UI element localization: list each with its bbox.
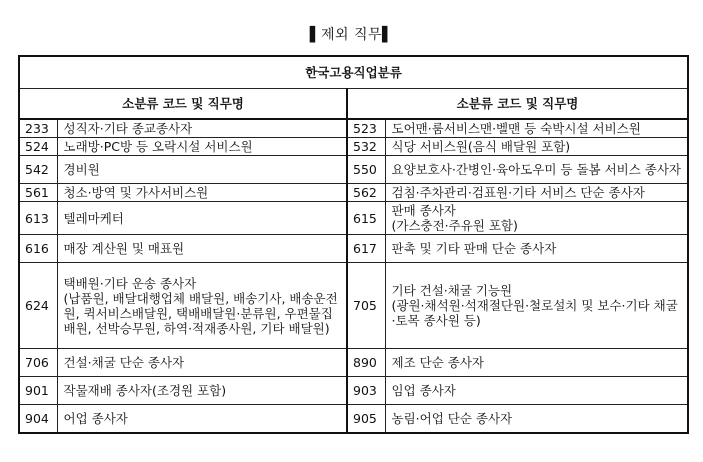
right-code-cell: 532 <box>347 138 385 156</box>
table-main-header-row <box>19 56 688 89</box>
right-code-cell: 705 <box>347 263 385 349</box>
left-code-cell: 706 <box>19 349 57 377</box>
right-code-cell: 890 <box>347 349 385 377</box>
table-row <box>19 405 688 433</box>
left-name-cell: 텔레마케터 <box>57 202 347 235</box>
right-code-cell: 523 <box>347 119 385 138</box>
table-sub-header-row <box>19 89 688 120</box>
left-code-cell: 524 <box>19 138 57 156</box>
right-code-cell: 615 <box>347 202 385 235</box>
left-name-cell: 어업 종사자 <box>57 405 347 433</box>
right-code-cell: 617 <box>347 235 385 263</box>
page-title: ▌제외 직무▌ <box>309 27 394 43</box>
left-code-cell: 904 <box>19 405 57 433</box>
left-name-cell: 청소·방역 및 가사서비스원 <box>57 184 347 202</box>
left-name-cell: 택배원·기타 운송 종사자 (납품원, 배달대행업체 배달원, 배송기사, 배송운전원, 퀵서비스배달원, 택배배달원·분류원, 우편물집배원, 선박승무원, 하역·적재종사원, 기타 배달원) <box>57 263 347 349</box>
table-row <box>19 235 688 263</box>
right-name-cell: 요양보호사·간병인·육아도우미 등 돌봄 서비스 종사자 <box>385 156 688 184</box>
left-name-cell: 건설·채굴 단순 종사자 <box>57 349 347 377</box>
right-code-cell: 550 <box>347 156 385 184</box>
right-column-header: 소분류 코드 및 직무명 <box>347 89 688 120</box>
right-code-cell: 903 <box>347 377 385 405</box>
left-name-cell: 노래방·PC방 등 오락시설 서비스원 <box>57 138 347 156</box>
table-row <box>19 263 688 349</box>
left-code-cell: 561 <box>19 184 57 202</box>
right-name-cell: 기타 건설·채굴 기능원 (광원·채석원·석재절단원·철로설치 및 보수·기타 채굴·토목 종사원 등) <box>385 263 688 349</box>
left-name-cell: 성직자·기타 종교종사자 <box>57 119 347 138</box>
right-name-cell: 농림·어업 단순 종사자 <box>385 405 688 433</box>
right-name-cell: 제조 단순 종사자 <box>385 349 688 377</box>
right-code-cell: 562 <box>347 184 385 202</box>
left-code-cell: 616 <box>19 235 57 263</box>
left-column-header: 소분류 코드 및 직무명 <box>19 89 347 120</box>
right-code-cell: 905 <box>347 405 385 433</box>
left-name-cell: 경비원 <box>57 156 347 184</box>
left-code-cell: 542 <box>19 156 57 184</box>
table-main-header: 한국고용직업분류 <box>19 56 688 89</box>
table-row <box>19 138 688 156</box>
right-name-cell: 식당 서비스원(음식 배달원 포함) <box>385 138 688 156</box>
left-code-cell: 613 <box>19 202 57 235</box>
left-name-cell: 매장 계산원 및 매표원 <box>57 235 347 263</box>
right-name-cell: 판매 종사자 (가스충전·주유원 포함) <box>385 202 688 235</box>
left-code-cell: 624 <box>19 263 57 349</box>
right-name-cell: 검침·주차관리·검표원·기타 서비스 단순 종사자 <box>385 184 688 202</box>
right-name-cell: 도어맨·룸서비스맨·벨맨 등 숙박시설 서비스원 <box>385 119 688 138</box>
table-row <box>19 349 688 377</box>
right-name-cell: 판촉 및 기타 판매 단순 종사자 <box>385 235 688 263</box>
left-code-cell: 233 <box>19 119 57 138</box>
table-row <box>19 156 688 184</box>
table-row <box>19 119 688 138</box>
excluded-jobs-table <box>18 55 689 434</box>
left-name-cell: 작물재배 종사자(조경원 포함) <box>57 377 347 405</box>
left-code-cell: 901 <box>19 377 57 405</box>
right-name-cell: 임업 종사자 <box>385 377 688 405</box>
table-row <box>19 184 688 202</box>
table-row <box>19 377 688 405</box>
table-row <box>19 202 688 235</box>
